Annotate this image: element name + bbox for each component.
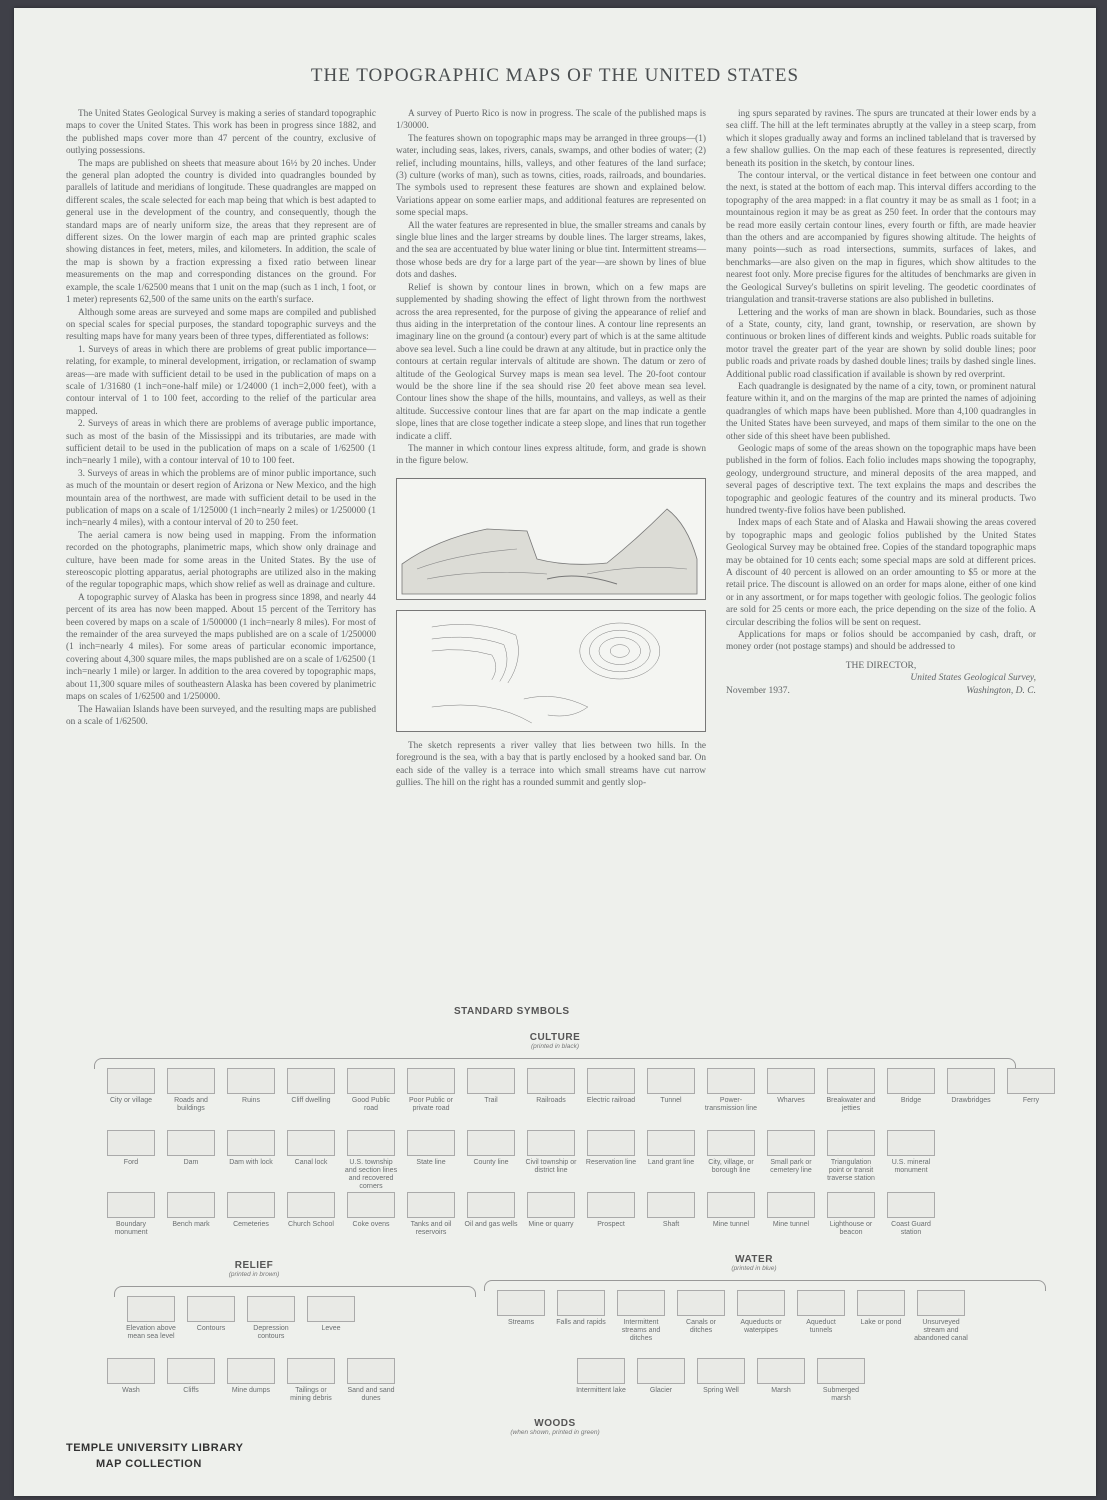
symbol-label: Coke ovens (352, 1221, 390, 1228)
symbol-item (164, 1192, 218, 1237)
symbol-label: Depression contours (253, 1325, 289, 1340)
symbol-swatch (407, 1068, 455, 1094)
library-stamp (66, 1440, 244, 1472)
symbol-swatch (857, 1290, 905, 1316)
symbol-item (224, 1358, 278, 1403)
symbol-item (244, 1296, 298, 1341)
paragraph: The maps are published on sheets that measure about 16½ by 20 inches. Under the general plan adopted the country is divided into quadrangles bounded by parallels of latitude and meridians of longitude. These quadrangles are mapped on different scales, the scale selected for each map being that which is best adapted to general use in the development of the country, and consequently, though the standard maps are of nearly uniform size, the areas that they represent are of different sizes. On the lower margin of each map are printed graphic scales showing distances in feet, meters, miles, and kilometers. In addition, the scale of the map is shown by a fraction expressing a fixed ratio between linear measurements on the map and corresponding distances on the ground. For example, the scale 1/62500 means that 1 unit on the map (such as 1 inch, 1 foot, or 1 meter) represents 62,500 of the same units on the earth's surface. (66, 158, 376, 306)
symbol-swatch (407, 1192, 455, 1218)
symbol-label: Submerged marsh (822, 1387, 860, 1402)
symbol-item (124, 1296, 178, 1341)
symbol-label: Contours (196, 1325, 226, 1332)
symbol-label: Shaft (662, 1221, 680, 1228)
symbol-swatch (167, 1130, 215, 1156)
paragraph: A survey of Puerto Rico is now in progress. The scale of the published maps is 1/30000. (396, 109, 706, 132)
symbol-label: Mine or quarry (528, 1221, 574, 1228)
paragraph: Index maps of each State and of Alaska and Hawaii showing the areas covered by topographic maps and geologic folios published by the United States Geological Survey may be obtained free. Copies of the standard topographic maps may be obtained for 10 cents each; some special maps are sold at different prices. A discount of 40 percent is allowed on an order amounting to $5 or more at the retail price. The discount is allowed on an order for maps alone, either of one kind or in any assortment, or for maps together with geologic folios. The geologic folios are sold for 25 cents or more each, the price depending on the size of the folio. A circular describing the folios will be sent on request. (726, 518, 1036, 628)
symbol-item (884, 1192, 938, 1237)
text-column-1 (66, 108, 376, 728)
symbol-label: Ford (123, 1159, 139, 1166)
symbol-label: Intermittent lake (576, 1387, 626, 1394)
symbol-swatch (307, 1296, 355, 1322)
symbol-item (704, 1192, 758, 1237)
symbol-swatch (647, 1192, 695, 1218)
symbol-label: City, village, or borough line (708, 1159, 754, 1174)
paragraph: The aerial camera is now being used in mapping. From the information recorded on the photographs, planimetric maps, which show only drainage and culture, have been made for some areas in the United States. By the use of stereoscopic plotting apparatus, aerial photographs are utilized also in the making of the regular topographic maps, which show relief as well as drainage and culture. (66, 530, 376, 591)
symbol-item (464, 1192, 518, 1237)
symbol-swatch (347, 1358, 395, 1384)
symbol-swatch (107, 1358, 155, 1384)
symbol-item (104, 1192, 158, 1237)
symbol-swatch (287, 1192, 335, 1218)
symbol-label: Dam (183, 1159, 199, 1166)
symbol-item (524, 1068, 578, 1113)
symbol-item (344, 1130, 398, 1191)
paragraph: 1. Surveys of areas in which there are problems of great public importance—relating, for example, to mineral development, irrigation, or reclamation of swamp areas—are made with sufficient detail to be used in the publication of maps on a scale of 1/31680 (1 inch=one-half mile) or 1/24000 (1 inch=2,000 feet), with a contour interval of 1 to 100 feet, according to the relief of the particular area mapped. (66, 344, 376, 417)
symbol-item (224, 1068, 278, 1113)
stamp-line-2: MAP COLLECTION (96, 1458, 202, 1470)
symbol-swatch (167, 1358, 215, 1384)
symbol-swatch (587, 1068, 635, 1094)
symbol-swatch (577, 1358, 625, 1384)
symbol-item (344, 1068, 398, 1113)
symbol-item (814, 1358, 868, 1403)
symbol-label: Intermittent streams and ditches (621, 1319, 661, 1342)
symbol-label: Cemeteries (233, 1221, 269, 1228)
symbol-item (404, 1068, 458, 1113)
symbol-item (734, 1290, 788, 1343)
paragraph: Each quadrangle is designated by the name of a city, town, or prominent natural feature within it, and on the margins of the map are printed the names of adjoining quadrangles of which maps have been published. More than 4,100 quadrangles in the United States have been surveyed, and maps of them similar to the one on the other side of this sheet have been published. (726, 381, 1036, 442)
addressee: THE DIRECTOR, (845, 660, 917, 671)
symbol-swatch (617, 1290, 665, 1316)
symbol-label: Poor Public or private road (409, 1097, 453, 1112)
paragraph: Geologic maps of some of the areas shown on the topographic maps have been published in the form of folios. Each folio includes maps showing the topography, geology, underground structure, and mineral deposits of the area mapped, and several pages of descriptive text. The text explains the maps and describes the topographic and geologic features of the country and its mineral products. Two hundred twenty-five folios have been published. (726, 443, 1036, 516)
symbol-swatch (467, 1192, 515, 1218)
symbol-swatch (557, 1290, 605, 1316)
symbol-label: Spring Well (703, 1387, 739, 1394)
woods-note: (when shown, printed in green) (510, 1429, 600, 1436)
symbol-label: Mine tunnel (772, 1221, 810, 1228)
symbol-item (584, 1068, 638, 1113)
symbol-item (184, 1296, 238, 1341)
symbol-label: Marsh (771, 1387, 791, 1394)
symbol-item (824, 1192, 878, 1237)
symbol-label: Land grant line (647, 1159, 695, 1166)
symbol-item (284, 1130, 338, 1191)
date: November 1937. (726, 685, 790, 696)
symbol-item (104, 1130, 158, 1191)
relief-heading: RELIEF (234, 1260, 274, 1271)
symbol-item (674, 1290, 728, 1343)
symbol-label: Bench mark (172, 1221, 210, 1228)
paragraph: The United States Geological Survey is making a series of standard topographic maps to cover the United States. This work has been in progress since 1882, and the published maps cover more than 47 percent of the country, exclusive of outlying possessions. (66, 109, 376, 157)
symbol-label: Trail (484, 1097, 498, 1104)
symbol-label: Triangulation point or transit traverse station (827, 1159, 875, 1182)
symbol-swatch (227, 1130, 275, 1156)
paragraph: The Hawaiian Islands have been surveyed, and the resulting maps are published on a scale of 1/62500. (66, 704, 376, 727)
symbol-item (884, 1068, 938, 1113)
symbol-item (764, 1130, 818, 1191)
symbol-item (644, 1130, 698, 1191)
symbol-label: Elevation above mean sea level (126, 1325, 176, 1340)
symbol-swatch (107, 1130, 155, 1156)
symbol-item (224, 1130, 278, 1191)
standard-symbols-heading: STANDARD SYMBOLS (454, 1006, 570, 1017)
symbol-item (634, 1358, 688, 1403)
symbol-swatch (527, 1068, 575, 1094)
symbol-swatch (287, 1068, 335, 1094)
symbol-label: Railroads (536, 1097, 566, 1104)
symbol-label: Aqueduct tunnels (806, 1319, 836, 1334)
water-heading: WATER (735, 1254, 773, 1265)
symbol-item (704, 1130, 758, 1191)
text-column-3 (726, 108, 1036, 697)
symbol-label: Wharves (777, 1097, 805, 1104)
symbol-swatch (227, 1192, 275, 1218)
woods-heading: WOODS (534, 1418, 576, 1429)
symbol-label: Sand and sand dunes (347, 1387, 395, 1402)
paragraph: Lettering and the works of man are shown in black. Boundaries, such as those of a State, county, city, land grant, township, or reservation, are shown by continuous or broken lines of different kinds and weights. Public roads suitable for motor travel the greater part of the year are shown by solid double lines; poor public roads and private roads by dashed double lines; trails by dashed single lines. Additional public road classification if available is shown by red overprint. (726, 307, 1036, 380)
symbol-label: Cliff dwelling (291, 1097, 331, 1104)
symbol-item (164, 1358, 218, 1403)
page-title: THE TOPOGRAPHIC MAPS OF THE UNITED STATES (310, 65, 800, 86)
paragraph: All the water features are represented in blue, the smaller streams and canals by single blue lines and the larger streams by double lines. The larger streams, lakes, and the sea are accentuated by blue water lining or blue tint. Intermittent streams—those whose beds are dry for a large part of the year—are shown by lines of blue dots and dashes. (396, 220, 706, 281)
symbol-item (284, 1192, 338, 1237)
symbol-item (854, 1290, 908, 1343)
symbol-swatch (767, 1192, 815, 1218)
symbol-swatch (707, 1192, 755, 1218)
document-sheet (14, 8, 1096, 1496)
symbol-item (944, 1068, 998, 1113)
symbol-label: Falls and rapids (556, 1319, 606, 1326)
symbol-label: Streams (507, 1319, 535, 1326)
symbol-swatch (587, 1130, 635, 1156)
paragraph: The features shown on topographic maps may be arranged in three groups—(1) water, including seas, lakes, rivers, canals, swamps, and other bodies of water; (2) relief, including mountains, hills, valleys, and other features of the land surface; (3) culture (works of man), such as towns, cities, roads, railroads, and boundaries. The symbols used to represent these features are shown and explained below. Variations appear on some earlier maps, and additional features are represented on some special maps. (396, 133, 706, 219)
symbol-item (284, 1358, 338, 1403)
paragraph: The sketch represents a river valley that lies between two hills. In the foreground is the sea, with a bay that is partly enclosed by a hooked sand bar. On each side of the valley is a terrace into which small streams have cut narrow gullies. The hill on the right has a rounded summit and gently slop- (396, 740, 706, 788)
symbol-label: Wash (122, 1387, 140, 1394)
symbol-label: Breakwater and jetties (826, 1097, 876, 1112)
symbol-label: Prospect (597, 1221, 625, 1228)
relief-row-1 (124, 1296, 358, 1341)
symbol-swatch (347, 1192, 395, 1218)
symbol-swatch (827, 1130, 875, 1156)
symbol-item (104, 1068, 158, 1113)
symbol-swatch (737, 1290, 785, 1316)
symbol-item (464, 1130, 518, 1191)
symbol-swatch (917, 1290, 965, 1316)
symbol-item (764, 1068, 818, 1113)
symbol-item (704, 1068, 758, 1113)
paragraph: The contour interval, or the vertical distance in feet between one contour and the next, is stated at the bottom of each map. This interval differs according to the topography of the area mapped: in a flat country it may be as small as 1 foot; in a mountainous region it may be as great as 250 feet. In order that the contours may be read more easily certain contour lines, every fourth or fifth, are made heavier than the others and are accompanied by figures showing altitude. The heights of many points—such as road intersections, summits, surfaces of lakes, and benchmarks—are also given on the map in figures, which show altitudes to the nearest foot only. More precise figures for the altitudes of benchmarks are given in the Geological Survey's bulletins on spirit leveling. The geodetic coordinates of triangulation and transit-traverse stations are also published in bulletins. (726, 171, 1036, 306)
symbol-item (164, 1130, 218, 1191)
paragraph: 3. Surveys of areas in which the problems are of minor public importance, such as much of the mountain or desert region of Arizona or New Mexico, and the high mountain area of the northwest, are made with sufficient detail to be used in the publication of maps on a scale of 1/125000 (1 inch=nearly 2 miles) or 1/250000 (1 inch=nearly 4 miles), with a contour interval of 20 to 250 feet. (66, 468, 376, 529)
symbol-swatch (167, 1068, 215, 1094)
symbol-swatch (187, 1296, 235, 1322)
place: Washington, D. C. (966, 685, 1036, 696)
symbol-label: State line (416, 1159, 446, 1166)
paragraph: Relief is shown by contour lines in brown, which on a few maps are supplemented by shading showing the effect of light thrown from the northwest across the area represented, for the purpose of giving the appearance of relief and thus aiding in the interpretation of the contour lines. A contour line represents an imaginary line on the ground (a contour) every part of which is at the same altitude above sea level. Such a line could be drawn at any altitude, but in practice only the contours at certain regular intervals of altitude are shown. The datum or zero of altitude of the Geological Survey maps is mean sea level. The 20-foot contour would be the shore line if the sea should rise 20 feet above mean sea level. Contour lines show the shape of the hills, mountains, and valleys, as well as their altitude. Successive contour lines that are far apart on the map indicate a gentle slope, lines that are close together indicate a steep slope, and lines that run together indicate a cliff. (396, 282, 706, 442)
symbol-swatch (827, 1068, 875, 1094)
symbol-item (794, 1290, 848, 1343)
symbol-item (304, 1296, 358, 1341)
symbol-label: Mine tunnel (712, 1221, 750, 1228)
symbol-swatch (167, 1192, 215, 1218)
symbol-item (694, 1358, 748, 1403)
water-row-2 (574, 1358, 868, 1403)
paragraph: Applications for maps or folios should be accompanied by cash, draft, or money order (not postage stamps) and should be addressed to (726, 630, 1036, 653)
signature-block (726, 660, 1036, 697)
relief-note: (printed in brown) (228, 1271, 280, 1278)
symbol-label: Electric railroad (586, 1097, 636, 1104)
symbol-swatch (697, 1358, 745, 1384)
symbol-label: Ruins (242, 1097, 260, 1104)
symbol-label: City or village (109, 1097, 152, 1104)
symbol-item (824, 1068, 878, 1113)
symbol-item (344, 1358, 398, 1403)
stamp-line-1: TEMPLE UNIVERSITY LIBRARY (66, 1442, 244, 1454)
symbol-item (614, 1290, 668, 1343)
contour-map-figure (396, 610, 706, 732)
culture-row-3 (104, 1192, 938, 1237)
symbol-item (824, 1130, 878, 1191)
symbol-label: Boundary monument (114, 1221, 148, 1236)
symbol-swatch (497, 1290, 545, 1316)
symbol-item (494, 1290, 548, 1343)
symbol-swatch (647, 1130, 695, 1156)
culture-row-1 (104, 1068, 1058, 1113)
symbol-item (554, 1290, 608, 1343)
symbol-swatch (287, 1130, 335, 1156)
symbol-swatch (247, 1296, 295, 1322)
symbol-label: Lake or pond (860, 1319, 902, 1326)
water-note: (printed in blue) (731, 1265, 777, 1272)
symbol-swatch (467, 1068, 515, 1094)
symbol-item (164, 1068, 218, 1113)
symbol-label: Ferry (1022, 1097, 1040, 1104)
symbol-swatch (887, 1068, 935, 1094)
symbol-swatch (707, 1068, 755, 1094)
symbol-swatch (347, 1068, 395, 1094)
paragraph: ing spurs separated by ravines. The spurs are truncated at their lower ends by a sea cliff. The hill at the left terminates abruptly at the valley in a steep scarp, from which it slopes gradually away and forms an inclined tableland that is traversed by a few shallow gullies. On the map each of these features is represented, directly beneath its position in the sketch, by contour lines. (726, 109, 1036, 169)
symbol-swatch (887, 1130, 935, 1156)
symbol-item (104, 1358, 158, 1403)
symbol-label: Lighthouse or beacon (829, 1221, 873, 1236)
paragraph: A topographic survey of Alaska has been in progress since 1898, and nearly 44 percent of its area has now been mapped. About 15 percent of the Territory has been covered by maps on a scale of 1/500000 (1 inch=nearly 8 miles). For most of the remainder of the area surveyed the maps published are on a scale of 1/250000 (1 inch=nearly 4 miles). For some areas of particular economic importance, covering about 4,300 square miles, the maps published are on a scale of 1/62500 (1 inch=nearly 1 mile) or larger. In addition to the area covered by topographic maps, about 11,300 square miles of southeastern Alaska has been covered by planimetric maps on scales of 1/62500 and 1/250000. (66, 592, 376, 703)
water-row-1 (494, 1290, 968, 1343)
symbol-swatch (1007, 1068, 1055, 1094)
symbol-swatch (827, 1192, 875, 1218)
symbol-label: U.S. mineral monument (891, 1159, 931, 1174)
symbol-label: Coast Guard station (891, 1221, 931, 1236)
symbol-item (224, 1192, 278, 1237)
culture-note: (printed in black) (530, 1043, 580, 1050)
symbol-swatch (637, 1358, 685, 1384)
symbol-label: Tunnel (660, 1097, 682, 1104)
symbol-swatch (127, 1296, 175, 1322)
symbol-item (464, 1068, 518, 1113)
symbol-label: Dam with lock (229, 1159, 273, 1166)
symbol-swatch (647, 1068, 695, 1094)
symbol-label: Drawbridges (951, 1097, 991, 1104)
symbol-item (764, 1192, 818, 1237)
symbol-item (404, 1130, 458, 1191)
symbol-swatch (707, 1130, 755, 1156)
symbol-swatch (107, 1068, 155, 1094)
symbol-swatch (527, 1130, 575, 1156)
symbol-label: Reservation line (585, 1159, 637, 1166)
symbol-swatch (767, 1130, 815, 1156)
symbol-swatch (887, 1192, 935, 1218)
symbol-item (284, 1068, 338, 1113)
symbol-swatch (587, 1192, 635, 1218)
symbol-swatch (347, 1130, 395, 1156)
symbol-label: Power-transmission line (704, 1097, 758, 1112)
symbol-item (524, 1130, 578, 1191)
symbol-label: County line (473, 1159, 509, 1166)
symbol-swatch (817, 1358, 865, 1384)
symbol-swatch (227, 1068, 275, 1094)
symbol-label: Civil township or district line (525, 1159, 577, 1174)
symbol-swatch (797, 1290, 845, 1316)
symbol-item (584, 1130, 638, 1191)
symbol-label: Bridge (900, 1097, 922, 1104)
symbol-swatch (407, 1130, 455, 1156)
symbol-item (524, 1192, 578, 1237)
symbol-label: Cliffs (183, 1387, 199, 1394)
symbol-item (644, 1192, 698, 1237)
symbol-label: Unsurveyed stream and abandoned canal (914, 1319, 968, 1342)
symbol-item (1004, 1068, 1058, 1113)
relief-row-2 (104, 1358, 398, 1403)
symbol-label: U.S. township and section lines and recovered corners (344, 1159, 398, 1190)
symbol-item (884, 1130, 938, 1191)
symbol-swatch (467, 1130, 515, 1156)
culture-heading: CULTURE (529, 1032, 581, 1043)
symbol-label: Tailings or mining debris (290, 1387, 332, 1402)
agency: United States Geological Survey, (910, 673, 1036, 684)
symbol-label: Mine dumps (231, 1387, 271, 1394)
symbol-item (584, 1192, 638, 1237)
paragraph: The manner in which contour lines express altitude, form, and grade is shown in the figure below. (396, 443, 706, 467)
symbol-item (574, 1358, 628, 1403)
symbol-swatch (107, 1192, 155, 1218)
symbol-item (344, 1192, 398, 1237)
paragraph: Although some areas are surveyed and some maps are compiled and published on special scales for special purposes, the standard topographic surveys and the resulting maps have for many years been of three types, differentiated as follows: (66, 307, 376, 343)
paragraph: 2. Surveys of areas in which there are problems of average public importance, such as most of the basin of the Mississippi and its tributaries, are made with sufficient detail to be used in the publication of maps on a scale of 1/62500 (1 inch=nearly 1 mile), with a contour interval of 10 to 100 feet. (66, 419, 376, 467)
valley-sketch (397, 479, 705, 599)
symbol-swatch (947, 1068, 995, 1094)
symbol-swatch (527, 1192, 575, 1218)
symbol-label: Roads and buildings (174, 1097, 208, 1112)
symbol-swatch (287, 1358, 335, 1384)
contour-map (397, 611, 705, 731)
sketch-figure (396, 478, 706, 600)
symbol-label: Tanks and oil reservoirs (410, 1221, 452, 1236)
symbol-label: Good Public road (351, 1097, 391, 1112)
text-column-2 (396, 108, 706, 789)
symbol-label: Church School (288, 1221, 334, 1228)
symbol-item (754, 1358, 808, 1403)
symbol-item (644, 1068, 698, 1113)
culture-row-2 (104, 1130, 938, 1191)
symbol-label: Levee (321, 1325, 341, 1332)
symbol-swatch (677, 1290, 725, 1316)
symbol-swatch (227, 1358, 275, 1384)
symbol-label: Glacier (649, 1387, 673, 1394)
symbol-item (914, 1290, 968, 1343)
symbol-swatch (757, 1358, 805, 1384)
symbol-label: Oil and gas wells (464, 1221, 518, 1228)
symbol-item (404, 1192, 458, 1237)
symbol-label: Canal lock (294, 1159, 328, 1166)
symbol-swatch (767, 1068, 815, 1094)
symbol-label: Canals or ditches (686, 1319, 716, 1334)
symbol-label: Small park or cemetery line (770, 1159, 812, 1174)
symbol-label: Aqueducts or waterpipes (740, 1319, 782, 1334)
